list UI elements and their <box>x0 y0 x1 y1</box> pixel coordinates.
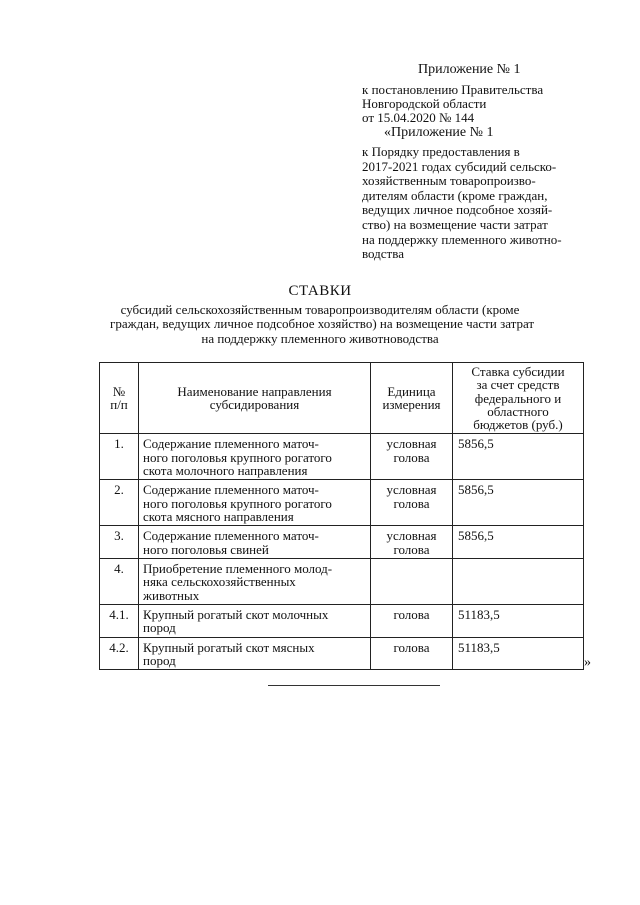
row-rate: 5856,5 <box>453 526 584 559</box>
row-num: 1. <box>100 434 139 480</box>
procedure-line: 2017-2021 годах субсидий сельско- <box>362 158 557 174</box>
row-name <box>139 605 371 638</box>
row-num: 3. <box>100 526 139 559</box>
row-name <box>139 637 371 670</box>
name-line: скота молочного направления <box>143 463 308 479</box>
header-line: федерального и <box>474 390 562 406</box>
unit-line: голова <box>393 495 430 511</box>
header-num <box>100 363 139 434</box>
row-rate: 5856,5 <box>453 434 584 480</box>
row-num: 4.2. <box>100 637 139 670</box>
procedure-reference <box>362 145 562 262</box>
name-line: скота мясного направления <box>143 509 294 525</box>
subtitle-line: субсидий сельскохозяйственным товаропроизводителям области (кроме <box>120 302 520 317</box>
header-line: субсидирования <box>209 397 300 413</box>
row-rate: 51183,5 <box>453 637 584 670</box>
name-line: Содержание племенного маточ- <box>143 482 319 498</box>
row-name <box>139 480 371 526</box>
name-line: Содержание племенного маточ- <box>143 436 319 452</box>
table-row <box>100 559 584 605</box>
header-line: п/п <box>110 397 128 413</box>
procedure-line: ведущих личное подсобное хозяй- <box>362 202 553 218</box>
unit-line: условная <box>386 528 437 544</box>
name-line: няка сельскохозяйственных <box>143 574 296 590</box>
resolution-reference <box>362 83 543 125</box>
name-line: ного поголовья крупного рогатого <box>143 495 332 511</box>
header-line: измерения <box>382 397 441 413</box>
document-subtitle <box>110 302 535 346</box>
name-line: Содержание племенного маточ- <box>143 528 319 544</box>
header-rate <box>453 363 584 434</box>
resolution-line: к постановлению Правительства <box>362 82 544 97</box>
unit-line: голова <box>393 607 430 623</box>
header-line: № <box>112 383 126 399</box>
row-name <box>139 434 371 480</box>
row-unit <box>371 526 453 559</box>
header-name <box>139 363 371 434</box>
header-line: Единица <box>387 383 436 399</box>
procedure-line: хозяйственным товаропроизво- <box>362 173 536 189</box>
table-header-row <box>100 363 584 434</box>
unit-line: условная <box>386 436 437 452</box>
unit-line: голова <box>393 449 430 465</box>
resolution-line: от 15.04.2020 № 144 <box>362 110 475 125</box>
row-unit <box>371 559 453 605</box>
inner-appendix-label: «Приложение № 1 <box>384 125 494 140</box>
header-unit <box>371 363 453 434</box>
name-line: Крупный рогатый скот мясных <box>143 639 315 655</box>
name-line: ного поголовья крупного рогатого <box>143 449 332 465</box>
header-line: Наименование направления <box>177 383 332 399</box>
row-unit <box>371 637 453 670</box>
row-rate: 51183,5 <box>453 605 584 638</box>
name-line: пород <box>143 620 176 636</box>
table-row <box>100 605 584 638</box>
row-num: 4.1. <box>100 605 139 638</box>
row-unit <box>371 480 453 526</box>
name-line: ного поголовья свиней <box>143 541 269 557</box>
closing-quote: » <box>584 655 591 670</box>
procedure-line: на поддержку племенного животно- <box>362 231 562 247</box>
header-line: Ставка субсидии <box>471 364 565 379</box>
row-rate: 5856,5 <box>453 480 584 526</box>
table-row <box>100 637 584 670</box>
document-title: СТАВКИ <box>288 283 352 299</box>
table-row <box>100 526 584 559</box>
procedure-line: ство) на возмещение части затрат <box>362 216 548 232</box>
procedure-line: дителям области (кроме граждан, <box>362 187 548 203</box>
row-num: 4. <box>100 559 139 605</box>
name-line: Приобретение племенного молод- <box>143 561 333 577</box>
row-name <box>139 526 371 559</box>
header-line: за счет средств <box>476 377 560 393</box>
row-num: 2. <box>100 480 139 526</box>
procedure-line: водства <box>362 246 404 262</box>
row-unit <box>371 605 453 638</box>
table-row <box>100 480 584 526</box>
row-name <box>139 559 371 605</box>
unit-line: голова <box>393 639 430 655</box>
header-line: областного <box>487 403 549 419</box>
appendix-label: Приложение № 1 <box>418 62 521 77</box>
end-divider <box>268 685 440 686</box>
unit-line: условная <box>386 482 437 498</box>
row-unit <box>371 434 453 480</box>
subtitle-line: на поддержку племенного животноводства <box>201 330 439 346</box>
subtitle-line: граждан, ведущих личное подсобное хозяйство) на возмещение части затрат <box>110 316 535 332</box>
row-rate <box>453 559 584 605</box>
header-line: бюджетов (руб.) <box>473 417 563 433</box>
table-row <box>100 434 584 480</box>
name-line: Крупный рогатый скот молочных <box>143 607 329 623</box>
name-line: пород <box>143 652 176 668</box>
resolution-line: Новгородской области <box>362 96 487 111</box>
unit-line: голова <box>393 541 430 557</box>
name-line: животных <box>143 587 200 603</box>
subsidy-rates-table <box>99 362 584 670</box>
procedure-line: к Порядку предоставления в <box>362 144 520 159</box>
